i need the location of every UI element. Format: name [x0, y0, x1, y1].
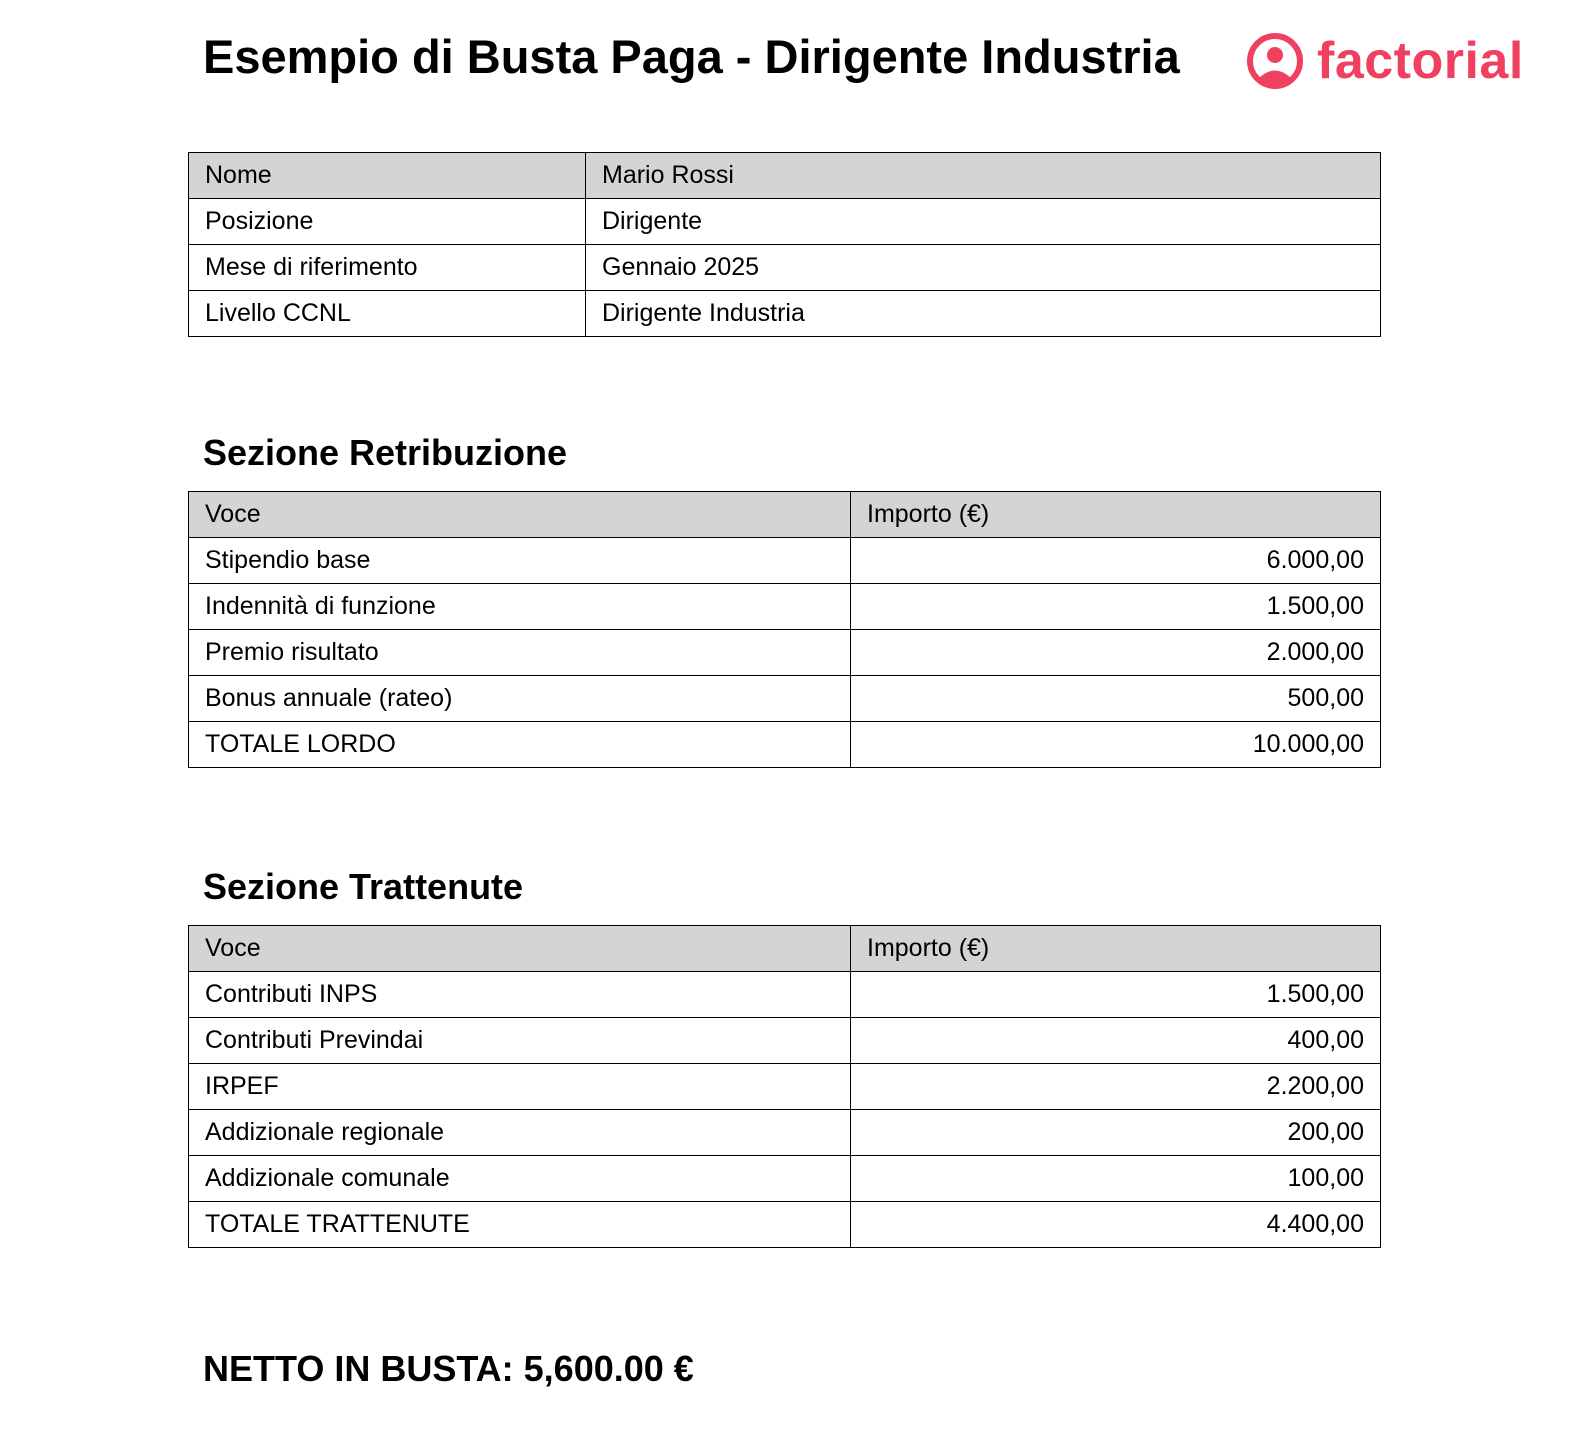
- info-label-month: Mese di riferimento: [189, 245, 586, 291]
- total-label: TOTALE LORDO: [189, 722, 851, 768]
- table-row: [189, 1110, 1381, 1156]
- retribuzione-table: [188, 491, 1381, 768]
- row-voce: Bonus annuale (rateo): [189, 676, 851, 722]
- row-voce: Premio risultato: [189, 630, 851, 676]
- table-row: [189, 630, 1381, 676]
- employee-info-table: [188, 152, 1381, 337]
- net-pay-summary: NETTO IN BUSTA: 5,600.00 €: [203, 1348, 694, 1389]
- table-row: [189, 972, 1381, 1018]
- section-title-retribuzione: Sezione Retribuzione: [203, 432, 568, 473]
- column-header-voce: Voce: [189, 926, 851, 972]
- row-importo: 6.000,00: [851, 538, 1381, 584]
- row-voce: Contributi Previndai: [189, 1018, 851, 1064]
- table-row: [189, 584, 1381, 630]
- row-importo: 1.500,00: [851, 972, 1381, 1018]
- row-voce: Addizionale comunale: [189, 1156, 851, 1202]
- table-row: [189, 538, 1381, 584]
- info-label-name: Nome: [189, 153, 586, 199]
- table-row: [189, 1064, 1381, 1110]
- table-header-row: [189, 492, 1381, 538]
- row-importo: 100,00: [851, 1156, 1381, 1202]
- info-value-month: Gennaio 2025: [586, 245, 1381, 291]
- row-importo: 500,00: [851, 676, 1381, 722]
- info-value-level: Dirigente Industria: [586, 291, 1381, 337]
- row-voce: Contributi INPS: [189, 972, 851, 1018]
- table-row: [189, 291, 1381, 337]
- person-in-circle-icon: [1245, 31, 1305, 91]
- row-voce: Indennità di funzione: [189, 584, 851, 630]
- info-value-name: Mario Rossi: [586, 153, 1381, 199]
- page-title: Esempio di Busta Paga - Dirigente Industria: [203, 30, 1180, 83]
- table-header-row: [189, 926, 1381, 972]
- table-row: [189, 676, 1381, 722]
- row-importo: 400,00: [851, 1018, 1381, 1064]
- logo-text: factorial: [1317, 32, 1524, 90]
- row-importo: 2.000,00: [851, 630, 1381, 676]
- row-voce: Stipendio base: [189, 538, 851, 584]
- section-title-trattenute: Sezione Trattenute: [203, 866, 524, 907]
- table-row: [189, 1156, 1381, 1202]
- table-row: [189, 245, 1381, 291]
- table-row: [189, 153, 1381, 199]
- info-label-level: Livello CCNL: [189, 291, 586, 337]
- column-header-importo: Importo (€): [851, 492, 1381, 538]
- trattenute-table: [188, 925, 1381, 1248]
- table-row-total: [189, 722, 1381, 768]
- column-header-importo: Importo (€): [851, 926, 1381, 972]
- table-row: [189, 1018, 1381, 1064]
- column-header-voce: Voce: [189, 492, 851, 538]
- info-label-position: Posizione: [189, 199, 586, 245]
- row-voce: IRPEF: [189, 1064, 851, 1110]
- total-value: 10.000,00: [851, 722, 1381, 768]
- row-importo: 1.500,00: [851, 584, 1381, 630]
- table-row: [189, 199, 1381, 245]
- table-row-total: [189, 1202, 1381, 1248]
- info-value-position: Dirigente: [586, 199, 1381, 245]
- factorial-logo: [1245, 30, 1524, 92]
- row-importo: 2.200,00: [851, 1064, 1381, 1110]
- row-importo: 200,00: [851, 1110, 1381, 1156]
- row-voce: Addizionale regionale: [189, 1110, 851, 1156]
- total-value: 4.400,00: [851, 1202, 1381, 1248]
- total-label: TOTALE TRATTENUTE: [189, 1202, 851, 1248]
